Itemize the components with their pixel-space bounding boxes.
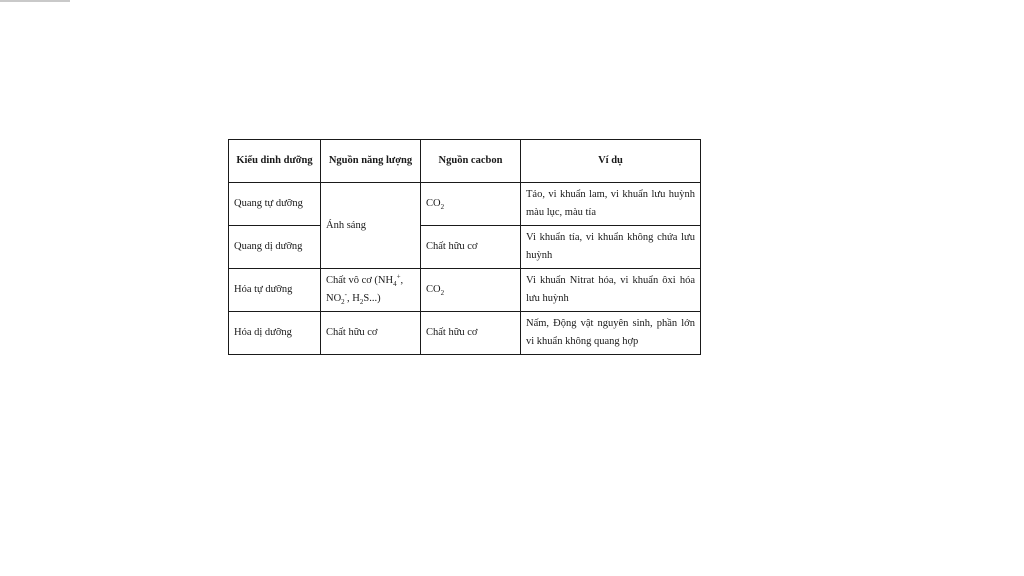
- table-row: [229, 226, 701, 269]
- header-carbon-source: Nguồn cacbon: [421, 140, 521, 183]
- header-energy-source: Nguồn năng lượng: [321, 140, 421, 183]
- cell-carbon-source: [421, 183, 521, 226]
- formula-subscript: 2: [341, 298, 345, 307]
- header-example: Ví dụ: [521, 140, 701, 183]
- formula-part: Chất vô cơ (NH: [326, 275, 394, 286]
- table-row: [229, 183, 701, 226]
- cell-example: Nấm, Động vật nguyên sinh, phần lớn vi khuẩn không quang hợp: [521, 312, 701, 355]
- cell-type: Quang tự dưỡng: [229, 183, 321, 226]
- formula-part: , NO: [326, 275, 404, 304]
- formula-co2: CO: [426, 284, 441, 295]
- cell-example: Tảo, vi khuẩn lam, vi khuẩn lưu huỳnh màu lục, màu tía: [521, 183, 701, 226]
- cell-carbon-source: [421, 269, 521, 312]
- nutrition-types-table: [228, 139, 701, 355]
- cell-carbon-source: Chất hữu cơ: [421, 312, 521, 355]
- formula-part: , H: [347, 293, 360, 304]
- formula-part: S...): [363, 293, 381, 304]
- cell-example: Vi khuẩn Nitrat hóa, vi khuẩn ôxi hóa lưu huỳnh: [521, 269, 701, 312]
- cell-type: Hóa tự dưỡng: [229, 269, 321, 312]
- top-edge-bar: [0, 0, 70, 2]
- table-row: [229, 312, 701, 355]
- formula-subscript: 2: [440, 203, 445, 212]
- formula-superscript: -: [344, 290, 348, 299]
- cell-example: Vi khuẩn tía, vi khuẩn không chứa lưu huỳnh: [521, 226, 701, 269]
- header-type: Kiểu dinh dưỡng: [229, 140, 321, 183]
- formula-subscript: 4: [393, 280, 397, 289]
- formula-co2: CO: [426, 198, 441, 209]
- cell-carbon-source: Chất hữu cơ: [421, 226, 521, 269]
- table-header-row: [229, 140, 701, 183]
- cell-energy-source: [321, 269, 421, 312]
- table-row: [229, 269, 701, 312]
- cell-type: Hóa dị dưỡng: [229, 312, 321, 355]
- cell-energy-source: Chất hữu cơ: [321, 312, 421, 355]
- formula-subscript: 2: [359, 298, 364, 307]
- formula-superscript: +: [396, 272, 401, 281]
- cell-energy-source: Ánh sáng: [321, 183, 421, 269]
- formula-subscript: 2: [440, 289, 445, 298]
- cell-type: Quang dị dưỡng: [229, 226, 321, 269]
- nutrition-types-table-container: [228, 139, 700, 355]
